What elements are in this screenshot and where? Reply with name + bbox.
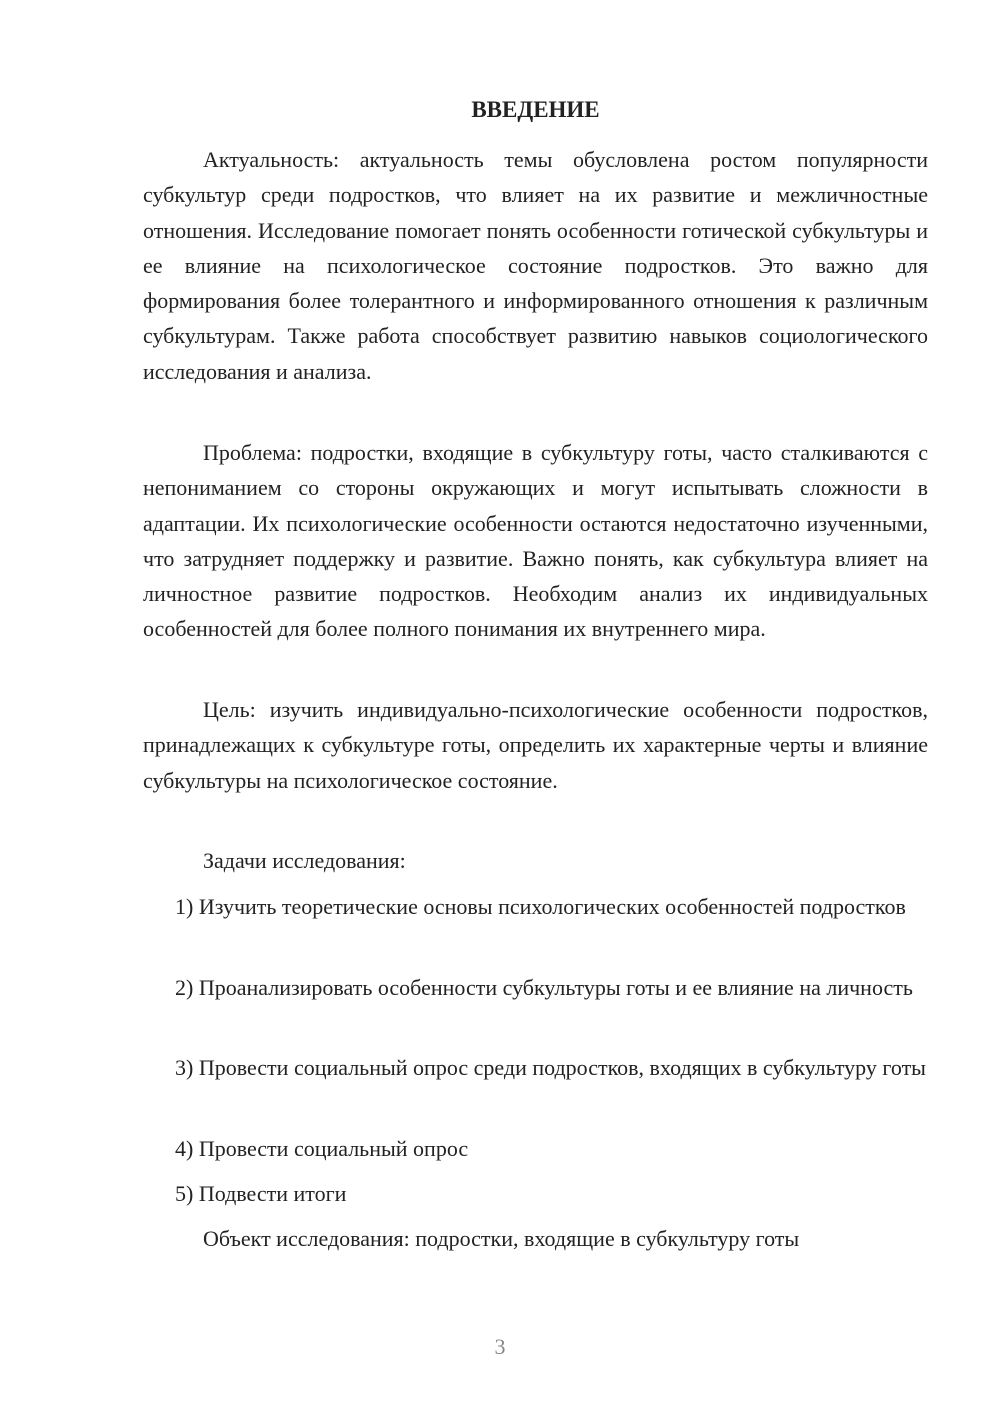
task-item-2: 2) Проанализировать особенности субкультуры готы и ее влияние на личность <box>175 975 913 1000</box>
problem-paragraph: Проблема: подростки, входящие в субкультуру готы, часто сталкиваются с непониманием со стороны окружающих и могут испытывать сложности в адаптации. Их психологические особенности остаются недостаточно изученными, что затрудняет поддержку и развитие. Важно понять, как субкультура влияет на личностное развитие подростков. Необходим анализ их индивидуальных особенностей для более полного понимания их внутреннего мира. <box>143 440 928 642</box>
tasks-heading: Задачи исследования: <box>203 848 406 873</box>
task-item-5: 5) Подвести итоги <box>175 1181 347 1206</box>
relevance-paragraph: Актуальность: актуальность темы обусловлена ростом популярности субкультур среди подростков, что влияет на их развитие и межличностные отношения. Исследование помогает понять особенности готической субкультуры и ее влияние на психологическое состояние подростков. Это важно для формирования более толерантного и информированного отношения к различным субкультурам. Также работа способствует развитию навыков социологического исследования и анализа. <box>143 147 928 384</box>
object-paragraph: Объект исследования: подростки, входящие в субкультуру готы <box>203 1226 800 1251</box>
task-item-3: 3) Провести социальный опрос среди подростков, входящих в субкультуру готы <box>175 1055 926 1080</box>
section-heading: ВВЕДЕНИЕ <box>471 97 600 122</box>
task-item-4: 4) Провести социальный опрос <box>175 1136 469 1161</box>
task-item-1: 1) Изучить теоретические основы психологических особенностей подростков <box>175 894 906 919</box>
goal-paragraph: Цель: изучить индивидуально-психологические особенности подростков, принадлежащих к субкультуре готы, определить их характерные черты и влияние субкультуры на психологическое состояние. <box>143 697 928 793</box>
page-number: 3 <box>494 1334 506 1359</box>
